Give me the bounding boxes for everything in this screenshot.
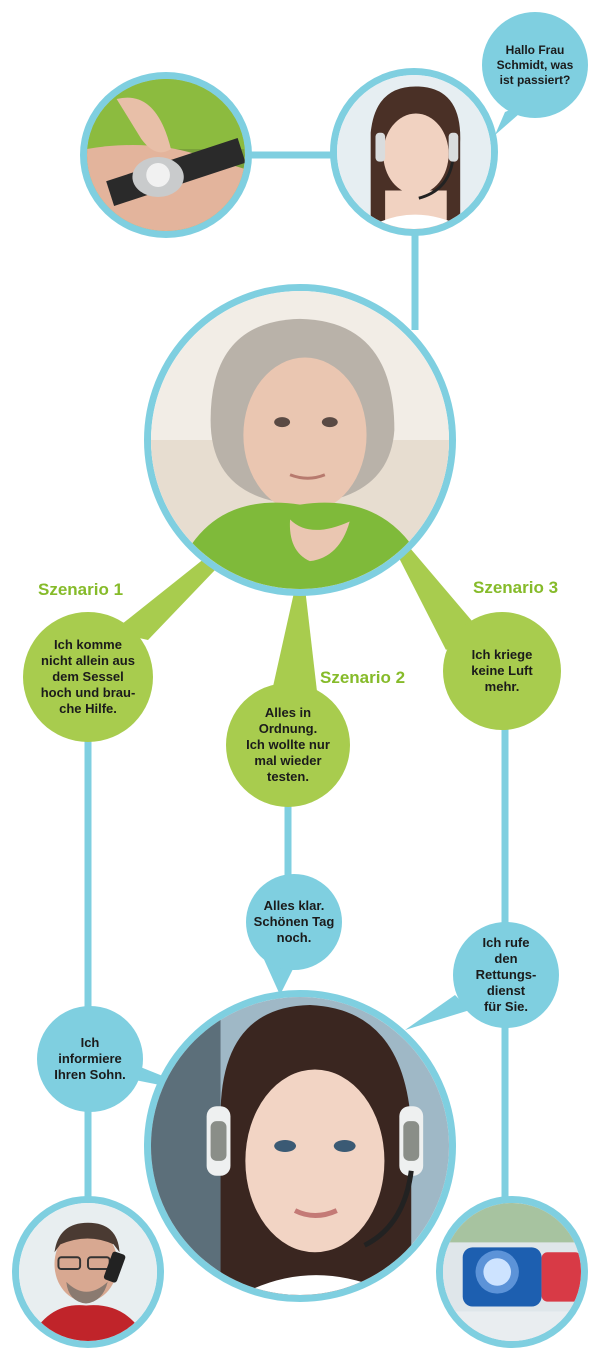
reply-rescue-bubble (453, 922, 559, 1028)
operator-greeting-bubble (482, 12, 588, 118)
reply-rescue-text: Ich rufe den Rettungs- dienst für Sie. (475, 935, 537, 1014)
reply-son-text: Ich informiere Ihren Sohn. (54, 1035, 126, 1082)
alarm-button-photo (80, 72, 252, 238)
scenario-3-label: Szenario 3 (473, 578, 559, 597)
scenario-3-text: Ich kriege keine Luft mehr. (471, 647, 533, 694)
reply-son-bubble (37, 1006, 143, 1112)
operator-large-photo (144, 990, 456, 1302)
scenario-1-label: Szenario 1 (38, 580, 124, 599)
emergency-button-wrist-icon (87, 79, 245, 231)
call-center-operator-large-icon (151, 997, 449, 1295)
scenario-1-bubble (23, 612, 153, 742)
elderly-woman-icon (151, 291, 449, 589)
son-photo (12, 1196, 164, 1348)
call-center-operator-icon (337, 75, 491, 229)
reply-ok-text: Alles klar. Schönen Tag noch. (253, 898, 335, 945)
operator-small-photo (330, 68, 498, 236)
scenario-2-bubble (226, 683, 350, 807)
scenario-1-text: Ich komme nicht allein aus dem Sessel hoch und brau- che Hilfe. (40, 637, 136, 716)
operator-greeting-text: Hallo Frau Schmidt, was ist passiert? (496, 42, 574, 87)
elderly-woman-photo (144, 284, 456, 596)
scenario-2-text: Alles in Ordnung. Ich wollte nur mal wieder testen. (246, 705, 330, 784)
ambulance-light-icon (443, 1203, 581, 1341)
scenario-2-label: Szenario 2 (320, 668, 406, 687)
reply-ok-bubble (246, 874, 342, 970)
scenario-3-bubble (443, 612, 561, 730)
ambulance-photo (436, 1196, 588, 1348)
man-on-phone-icon (19, 1203, 157, 1341)
